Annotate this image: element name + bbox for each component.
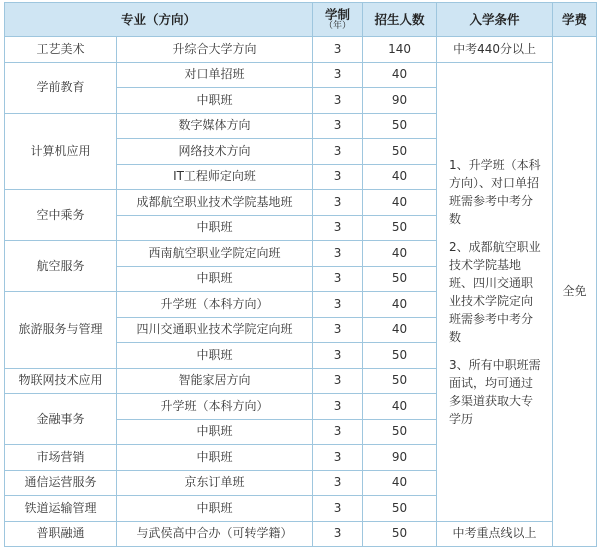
count-cell: 50 bbox=[363, 113, 437, 139]
count-cell: 50 bbox=[363, 139, 437, 165]
count-cell: 50 bbox=[363, 419, 437, 445]
count-cell: 40 bbox=[363, 394, 437, 420]
direction-cell: 网络技术方向 bbox=[117, 139, 313, 165]
count-cell: 40 bbox=[363, 317, 437, 343]
direction-cell: 中职班 bbox=[117, 343, 313, 369]
major-cell: 物联网技术应用 bbox=[5, 368, 117, 394]
header-duration-label: 学制 bbox=[325, 6, 351, 22]
count-cell: 40 bbox=[363, 292, 437, 318]
count-cell: 40 bbox=[363, 62, 437, 88]
table-row bbox=[5, 62, 597, 88]
major-cell: 普职融通 bbox=[5, 521, 117, 547]
direction-cell: 中职班 bbox=[117, 445, 313, 471]
major-cell: 通信运营服务 bbox=[5, 470, 117, 496]
years-cell: 3 bbox=[313, 62, 363, 88]
years-cell: 3 bbox=[313, 496, 363, 522]
direction-cell: 升学班（本科方向） bbox=[117, 292, 313, 318]
direction-cell: 中职班 bbox=[117, 215, 313, 241]
table-row bbox=[5, 521, 597, 547]
years-cell: 3 bbox=[313, 394, 363, 420]
years-cell: 3 bbox=[313, 190, 363, 216]
requirement-note-3: 3、所有中职班需面试，均可通过多渠道获取大专学历 bbox=[449, 357, 541, 426]
years-cell: 3 bbox=[313, 317, 363, 343]
major-cell: 计算机应用 bbox=[5, 113, 117, 190]
years-cell: 3 bbox=[313, 113, 363, 139]
major-cell: 金融事务 bbox=[5, 394, 117, 445]
years-cell: 3 bbox=[313, 241, 363, 267]
header-enrollment: 招生人数 bbox=[363, 3, 437, 37]
requirement-note-2: 2、成都航空职业技术学院基地班、四川交通职业技术学院定向班需参考中考分数 bbox=[449, 239, 541, 344]
major-cell: 空中乘务 bbox=[5, 190, 117, 241]
direction-cell: 对口单招班 bbox=[117, 62, 313, 88]
header-row bbox=[5, 3, 597, 37]
direction-cell: 四川交通职业技术学院定向班 bbox=[117, 317, 313, 343]
enrollment-table bbox=[4, 2, 597, 547]
direction-cell: 京东订单班 bbox=[117, 470, 313, 496]
direction-cell: 成都航空职业技术学院基地班 bbox=[117, 190, 313, 216]
count-cell: 50 bbox=[363, 496, 437, 522]
count-cell: 140 bbox=[363, 37, 437, 63]
years-cell: 3 bbox=[313, 88, 363, 114]
count-cell: 50 bbox=[363, 215, 437, 241]
count-cell: 50 bbox=[363, 368, 437, 394]
years-cell: 3 bbox=[313, 139, 363, 165]
requirement-cell: 中考重点线以上 bbox=[437, 521, 553, 547]
direction-cell: 中职班 bbox=[117, 496, 313, 522]
years-cell: 3 bbox=[313, 37, 363, 63]
major-cell: 铁道运输管理 bbox=[5, 496, 117, 522]
count-cell: 50 bbox=[363, 343, 437, 369]
direction-cell: 中职班 bbox=[117, 88, 313, 114]
count-cell: 40 bbox=[363, 164, 437, 190]
direction-cell: 升综合大学方向 bbox=[117, 37, 313, 63]
header-duration bbox=[313, 3, 363, 37]
years-cell: 3 bbox=[313, 521, 363, 547]
header-tuition: 学费 bbox=[553, 3, 597, 37]
years-cell: 3 bbox=[313, 292, 363, 318]
years-cell: 3 bbox=[313, 368, 363, 394]
tuition-cell: 全免 bbox=[553, 37, 597, 547]
count-cell: 40 bbox=[363, 190, 437, 216]
requirement-note-1: 1、升学班（本科方向）、对口单招班需参考中考分数 bbox=[449, 157, 541, 226]
direction-cell: 智能家居方向 bbox=[117, 368, 313, 394]
direction-cell: 中职班 bbox=[117, 419, 313, 445]
direction-cell: IT工程师定向班 bbox=[117, 164, 313, 190]
header-major: 专业（方向） bbox=[5, 3, 313, 37]
requirement-cell: 中考440分以上 bbox=[437, 37, 553, 63]
count-cell: 40 bbox=[363, 241, 437, 267]
direction-cell: 与武侯高中合办（可转学籍） bbox=[117, 521, 313, 547]
count-cell: 90 bbox=[363, 445, 437, 471]
header-duration-unit: （年） bbox=[324, 21, 352, 32]
count-cell: 50 bbox=[363, 521, 437, 547]
years-cell: 3 bbox=[313, 470, 363, 496]
years-cell: 3 bbox=[313, 215, 363, 241]
major-cell: 市场营销 bbox=[5, 445, 117, 471]
major-cell: 工艺美术 bbox=[5, 37, 117, 63]
years-cell: 3 bbox=[313, 343, 363, 369]
years-cell: 3 bbox=[313, 445, 363, 471]
major-cell: 旅游服务与管理 bbox=[5, 292, 117, 369]
years-cell: 3 bbox=[313, 164, 363, 190]
direction-cell: 数字媒体方向 bbox=[117, 113, 313, 139]
count-cell: 90 bbox=[363, 88, 437, 114]
requirement-notes-cell bbox=[437, 62, 553, 521]
major-cell: 学前教育 bbox=[5, 62, 117, 113]
direction-cell: 中职班 bbox=[117, 266, 313, 292]
count-cell: 50 bbox=[363, 266, 437, 292]
direction-cell: 西南航空职业学院定向班 bbox=[117, 241, 313, 267]
major-cell: 航空服务 bbox=[5, 241, 117, 292]
years-cell: 3 bbox=[313, 419, 363, 445]
header-requirement: 入学条件 bbox=[437, 3, 553, 37]
direction-cell: 升学班（本科方向） bbox=[117, 394, 313, 420]
table-row bbox=[5, 37, 597, 63]
years-cell: 3 bbox=[313, 266, 363, 292]
count-cell: 40 bbox=[363, 470, 437, 496]
